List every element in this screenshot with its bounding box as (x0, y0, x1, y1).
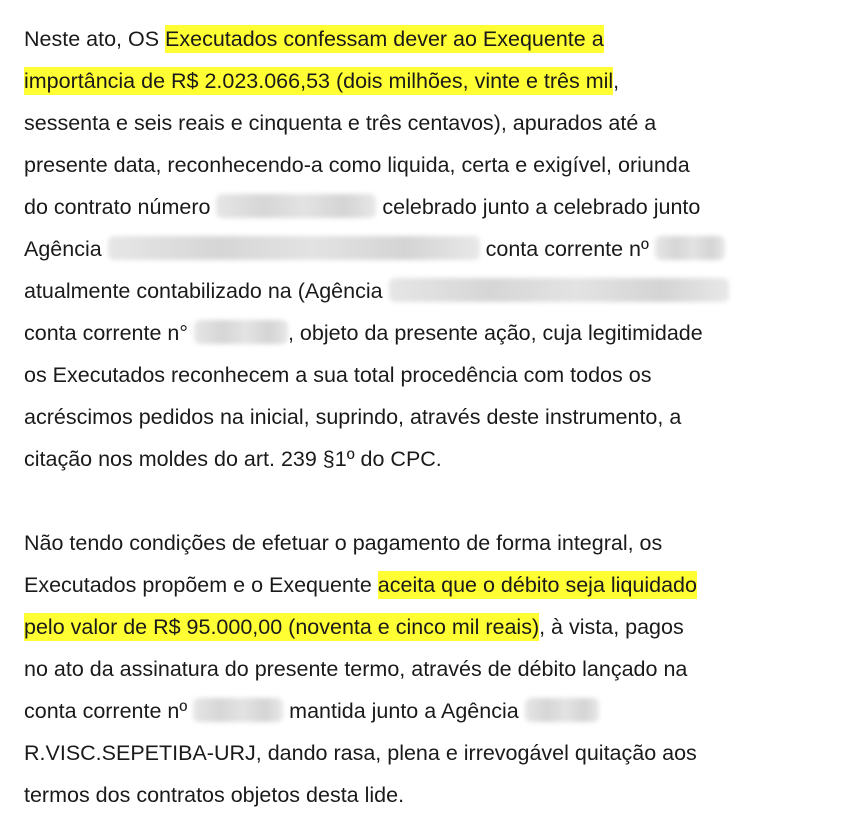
text-line (24, 60, 843, 102)
text-segment: , objeto da presente ação, cuja legitimidade (287, 321, 703, 345)
text-segment: conta corrente nº (24, 699, 194, 723)
text-line: R.VISC.SEPETIBA-URJ, dando rasa, plena e irrevogável quitação aos (24, 741, 697, 765)
text-line: presente data, reconhecendo-a como liquida, certa e exigível, oriunda (24, 153, 690, 177)
redacted-agency-name (108, 236, 480, 260)
text-segment: Executados propõem e o Exequente (24, 573, 378, 597)
text-segment: mantida junto a Agência (283, 699, 525, 723)
text-line: citação nos moldes do art. 239 §1º do CPC. (24, 447, 442, 471)
redacted-account-number (655, 236, 725, 260)
text-line (24, 564, 843, 606)
text-line: os Executados reconhecem a sua total procedência com todos os (24, 363, 652, 387)
text-segment: Agência (24, 237, 108, 261)
text-line (24, 270, 843, 312)
text-line: Não tendo condições de efetuar o pagamento de forma integral, os (24, 531, 663, 555)
highlighted-text: importância de R$ 2.023.066,53 (dois milhões, vinte e três mil (24, 69, 614, 93)
text-segment: celebrado junto a celebrado junto (376, 195, 701, 219)
text-segment: , (613, 69, 620, 93)
redacted-agency-code (525, 698, 599, 722)
highlighted-text: pelo valor de R$ 95.000,00 (noventa e cinco mil reais) (24, 615, 540, 639)
text-line: acréscimos pedidos na inicial, suprindo, através deste instrumento, a (24, 405, 682, 429)
redacted-account-number (194, 320, 288, 344)
highlighted-text: Executados confessam dever ao Exequente a (165, 27, 604, 51)
text-segment: atualmente contabilizado na (Agência (24, 279, 389, 303)
redacted-agency-name (389, 278, 729, 302)
text-line (24, 228, 843, 270)
redacted-account-number (193, 698, 283, 722)
text-line (24, 312, 843, 354)
text-segment: , à vista, pagos (539, 615, 684, 639)
text-line: no ato da assinatura do presente termo, através de débito lançado na (24, 657, 688, 681)
text-segment: do contrato número (24, 195, 217, 219)
text-line: termos dos contratos objetos desta lide. (24, 783, 405, 807)
paragraph-confession (24, 18, 843, 480)
text-segment: conta corrente n° (24, 321, 194, 345)
text-line (24, 186, 843, 228)
text-line: sessenta e seis reais e cinquenta e três centavos), apurados até a (24, 111, 657, 135)
highlighted-text: aceita que o débito seja liquidado (377, 573, 697, 597)
paragraph-agreement (24, 522, 843, 816)
text-line (24, 18, 843, 60)
redacted-contract-number (216, 194, 376, 218)
text-segment: Neste ato, OS (24, 27, 166, 51)
text-line (24, 606, 843, 648)
text-segment: conta corrente nº (479, 237, 655, 261)
text-line (24, 690, 843, 732)
